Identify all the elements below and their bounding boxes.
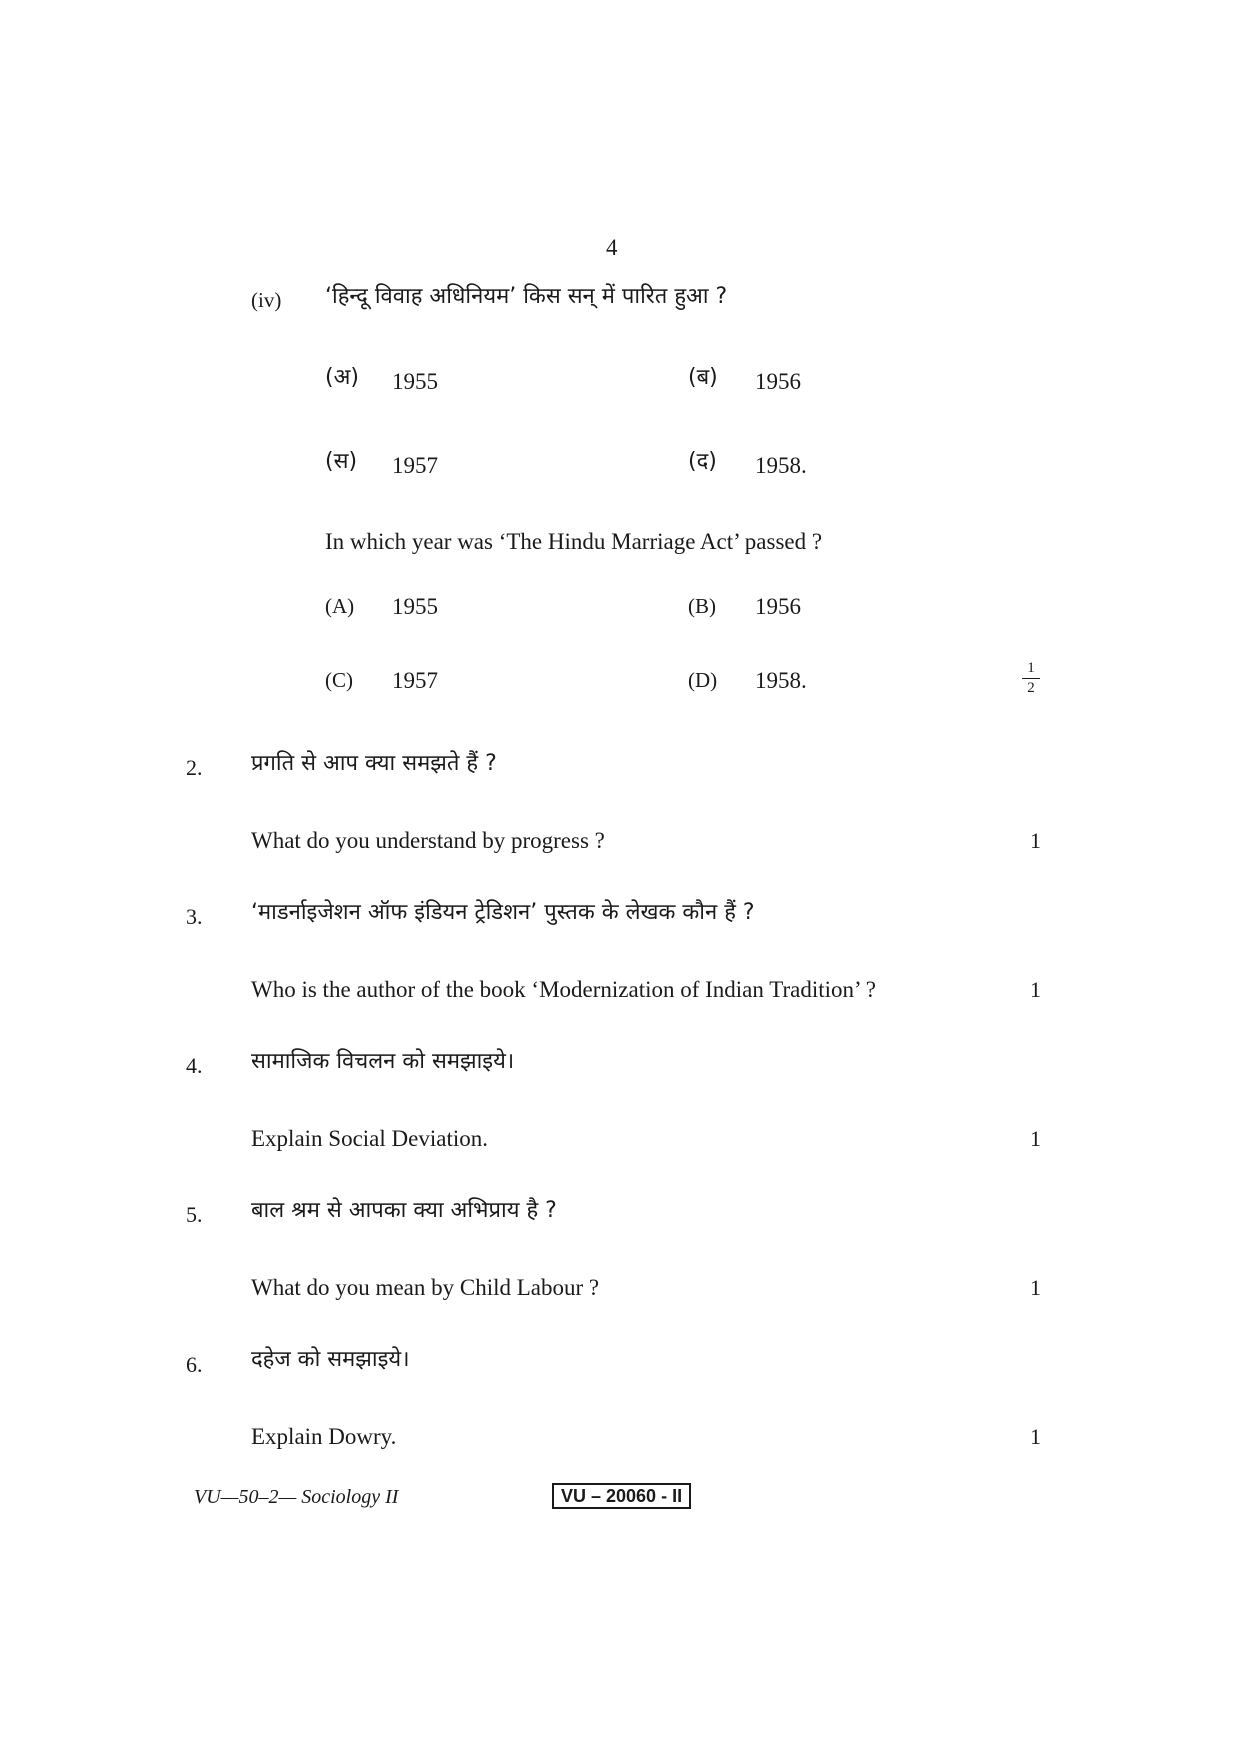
hindi-option-a-label: (अ) xyxy=(325,365,359,390)
question-2-marks: 1 xyxy=(1030,828,1041,853)
hindi-option-d-value: 1958. xyxy=(755,453,807,478)
question-6-english: Explain Dowry. xyxy=(251,1424,397,1449)
question-5-marks: 1 xyxy=(1030,1275,1041,1300)
question-4-number: 4. xyxy=(186,1053,203,1078)
english-option-c-value: 1957 xyxy=(392,668,438,693)
question-2-hindi: प्रगति से आप क्या समझते हैं ? xyxy=(251,751,497,776)
marks-denominator: 2 xyxy=(1027,680,1035,696)
question-iv-number: (iv) xyxy=(251,288,282,312)
question-iv-hindi: ‘हिन्दू विवाह अधिनियम’ किस सन् में पारित हुआ ? xyxy=(325,284,728,309)
english-option-d-label: (D) xyxy=(688,668,718,692)
hindi-option-d-label: (द) xyxy=(688,449,717,474)
hindi-option-a-value: 1955 xyxy=(392,369,438,394)
question-4-english: Explain Social Deviation. xyxy=(251,1126,488,1151)
english-option-b-value: 1956 xyxy=(755,594,801,619)
english-option-d-value: 1958. xyxy=(755,668,807,693)
question-iv-english: In which year was ‘The Hindu Marriage Act’ passed ? xyxy=(325,529,823,554)
question-3-marks: 1 xyxy=(1030,977,1041,1002)
hindi-option-c-label: (स) xyxy=(325,449,358,474)
english-option-a-value: 1955 xyxy=(392,594,438,619)
question-iv-marks xyxy=(1022,661,1040,696)
question-6-marks: 1 xyxy=(1030,1424,1041,1449)
question-5-number: 5. xyxy=(186,1202,203,1227)
hindi-option-c-value: 1957 xyxy=(392,453,438,478)
question-2-english: What do you understand by progress ? xyxy=(251,828,605,853)
question-4-hindi: सामाजिक विचलन को समझाइये। xyxy=(251,1049,515,1074)
english-option-c-label: (C) xyxy=(325,668,353,692)
english-option-a-label: (A) xyxy=(325,594,355,618)
marks-numerator: 1 xyxy=(1022,661,1040,679)
question-2-number: 2. xyxy=(186,755,203,780)
question-6-number: 6. xyxy=(186,1352,203,1377)
page-number: 4 xyxy=(606,235,618,260)
question-3-hindi: ‘माडर्नाइजेशन ऑफ इंडियन ट्रेडिशन’ पुस्तक के लेखक कौन हैं ? xyxy=(251,900,755,925)
footer-paper-code: VU – 20060 - II xyxy=(552,1483,691,1509)
english-option-b-label: (B) xyxy=(688,594,716,618)
footer-paper-title: VU—50–2— Sociology II xyxy=(194,1486,399,1508)
question-4-marks: 1 xyxy=(1030,1126,1041,1151)
hindi-option-b-label: (ब) xyxy=(688,365,718,390)
question-3-english: Who is the author of the book ‘Modernization of Indian Tradition’ ? xyxy=(251,977,876,1002)
question-6-hindi: दहेज को समझाइये। xyxy=(251,1347,410,1372)
question-5-english: What do you mean by Child Labour ? xyxy=(251,1275,600,1300)
hindi-option-b-value: 1956 xyxy=(755,369,801,394)
question-5-hindi: बाल श्रम से आपका क्या अभिप्राय है ? xyxy=(251,1198,557,1223)
question-3-number: 3. xyxy=(186,904,203,929)
